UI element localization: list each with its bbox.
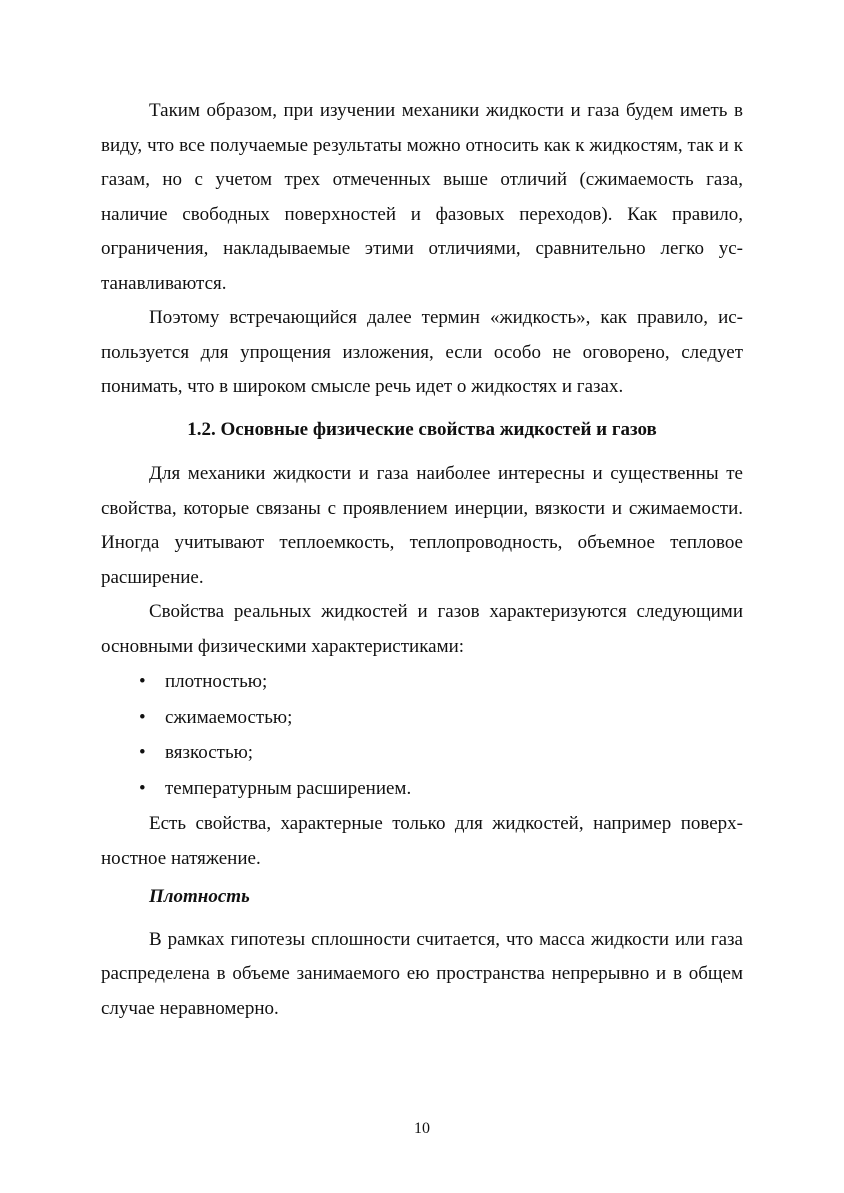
intro-paragraph-1: Таким образом, при изучении механики жидкости и газа будем иметь в виду, что все получаемые результаты можно относить как к жидкостям, так и к газам, но с учетом трех отмеченных выше отличий (сжимаемость газа, наличие свободных поверхностей и фазовых переходов). Как правило, ограничения, накладываемые этими отличиями, сравнительно легко устанавливаются. (101, 100, 743, 294)
list-item (101, 701, 743, 736)
section-paragraph-2: Свойства реальных жидкостей и газов характеризуются следующими основными физическими характеристиками: (101, 601, 743, 657)
bullet-icon: • (139, 742, 146, 763)
page-number: 10 (414, 1120, 430, 1137)
bullet-icon: • (139, 671, 146, 692)
page-body (101, 94, 743, 1026)
intro-paragraph-2: Поэтому встречающийся далее термин «жидкость», как правило, используется для упрощения изложения, если особо не оговорено, следует понимать, что в широком смысле речь идет о жидкостях и газах. (101, 307, 743, 397)
properties-list (101, 665, 743, 806)
list-item-text: сжимаемостью; (165, 706, 293, 728)
list-item (101, 665, 743, 700)
list-item-text: плотностью; (165, 671, 268, 692)
list-item (101, 736, 743, 771)
bullet-icon: • (139, 706, 146, 728)
list-item (101, 772, 743, 807)
list-item-text: вязкостью; (165, 742, 254, 763)
list-item-text: температурным расширением. (165, 777, 412, 799)
subsection-title: Плотность (149, 886, 250, 907)
bullet-icon: • (139, 777, 146, 799)
section-heading: 1.2. Основные физические свойства жидкостей и газов (187, 418, 657, 440)
section-paragraph-1: Для механики жидкости и газа наиболее интересны и существенны те свойства, которые связаны с проявлением инерции, вязкости и сжимаемости. Иногда учитывают теплоемкость, теплопроводность, объемное тепловое расширение. (101, 463, 743, 588)
subsection-paragraph: В рамках гипотезы сплошности считается, что масса жидкости или газа распределена в объеме занимаемого ею пространства непрерывно и в общем случае неравномерно. (101, 928, 743, 1019)
after-list-paragraph: Есть свойства, характерные только для жидкостей, например поверхностное натяжение. (101, 813, 743, 869)
